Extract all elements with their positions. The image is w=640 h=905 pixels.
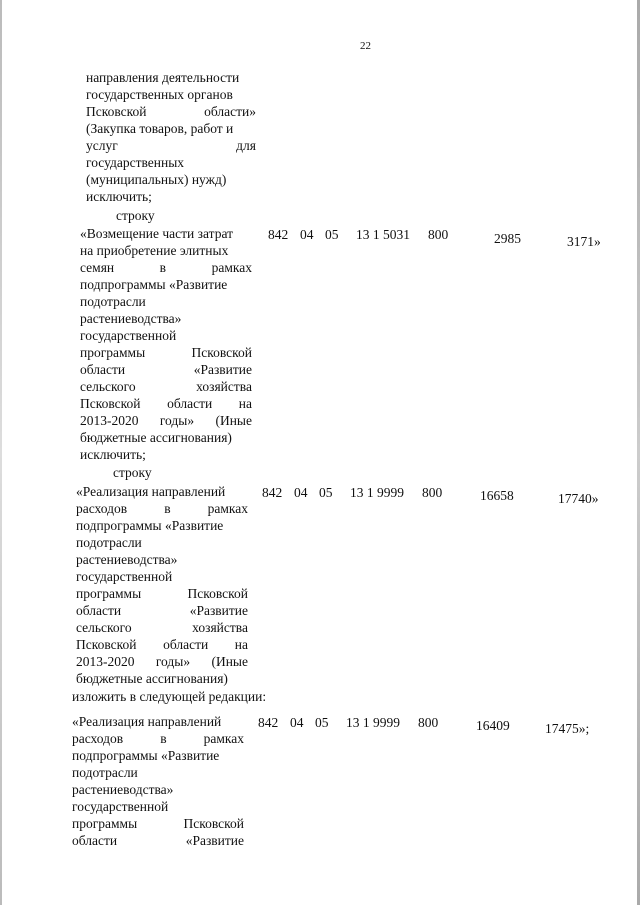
text-line: расходов в рамках [76,501,248,516]
amount-first-year: 16409 [476,718,510,733]
text-line: 2013-2020 годы» (Иные [76,654,248,669]
amount-second-year: 17740» [558,491,599,506]
text-line: 2013-2020 годы» (Иные [80,413,252,428]
amount-second-year: 17475»; [545,721,590,736]
text-line: государственных органов [86,87,233,102]
code-expense-type: 800 [422,485,443,500]
amount-first-year: 16658 [480,488,514,503]
amount-first-year: 2985 [494,231,521,246]
text-line: расходов в рамках [72,731,244,746]
page-number: 22 [360,40,371,52]
text-line: Псковской области» [86,104,256,119]
code-admin: 842 [262,485,283,500]
text-line: растениеводства» [76,552,178,567]
text-line: направления деятельности [86,70,240,85]
text-line: подпрограммы «Развитие [72,748,220,763]
code-subsection: 05 [315,715,329,730]
text-line: подотрасли [72,765,138,780]
code-target: 13 1 9999 [346,715,400,730]
text-line: на приобретение элитных [80,243,229,258]
text-line: области «Развитие [72,833,244,848]
text-line: растениеводства» [80,311,182,326]
code-expense-type: 800 [428,227,449,242]
code-subsection: 05 [319,485,333,500]
text-line: подпрограммы «Развитие [80,277,228,292]
code-target: 13 1 5031 [356,227,410,242]
code-section: 04 [290,715,304,730]
code-admin: 842 [268,227,289,242]
text-line: (Закупка товаров, работ и [86,121,234,136]
text-line: исключить; [86,189,152,204]
text-line: сельского хозяйства [80,379,252,394]
text-line: государственной [72,799,169,814]
code-target: 13 1 9999 [350,485,404,500]
code-expense-type: 800 [418,715,439,730]
amount-second-year: 3171» [567,234,601,249]
text-line: программы Псковской [72,816,244,831]
text-line: исключить; [80,447,146,462]
text-line: области «Развитие [80,362,252,377]
code-section: 04 [294,485,308,500]
text-line: услуг для [86,138,256,153]
text-line: программы Псковской [76,586,248,601]
text-line: государственной [80,328,177,343]
intro-line: строку [113,465,152,480]
text-line: бюджетные ассигнования) [76,671,228,686]
text-line: Псковской области на [80,396,252,411]
code-subsection: 05 [325,227,339,242]
text-line: семян в рамках [80,260,252,275]
text-line: «Реализация направлений [76,484,226,499]
text-line: программы Псковской [80,345,252,360]
text-line: подотрасли [76,535,142,550]
code-section: 04 [300,227,314,242]
text-line: подотрасли [80,294,146,309]
text-line: подпрограммы «Развитие [76,518,224,533]
text-line: (муниципальных) нужд) [86,172,227,187]
text-line: «Возмещение части затрат [80,226,233,241]
text-line: сельского хозяйства [76,620,248,635]
text-line: государственных [86,155,185,170]
text-line: Псковской области на [76,637,248,652]
code-admin: 842 [258,715,279,730]
intro-line: строку [116,208,155,223]
text-line: растениеводства» [72,782,174,797]
text-line: государственной [76,569,173,584]
text-line: изложить в следующей редакции: [72,689,267,704]
text-line: области «Развитие [76,603,248,618]
text-line: бюджетные ассигнования) [80,430,232,445]
text-line: «Реализация направлений [72,714,222,729]
scan-edge-left [0,0,2,905]
